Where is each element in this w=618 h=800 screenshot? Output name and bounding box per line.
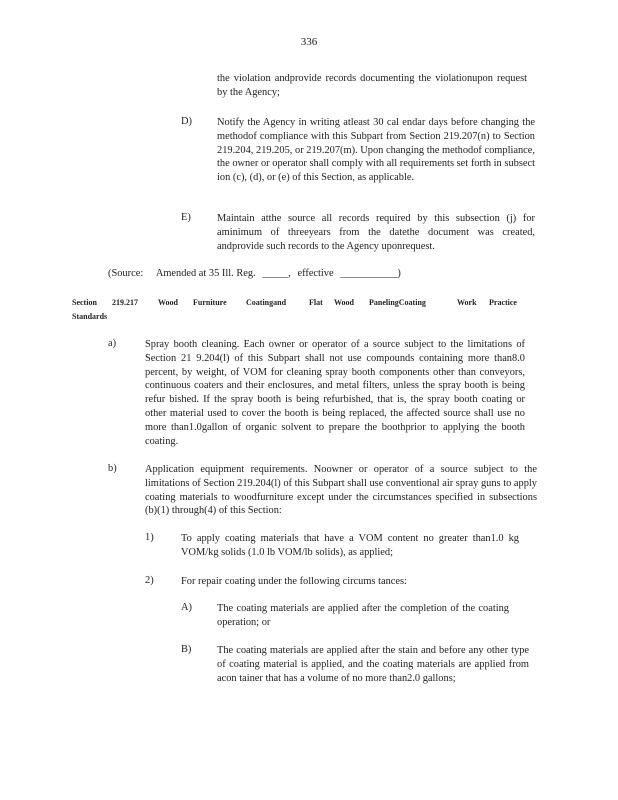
- source-close: ): [397, 268, 401, 279]
- source-note: [108, 268, 401, 279]
- heading-word-work: Work: [457, 298, 477, 307]
- item-E-label: E): [181, 212, 191, 223]
- item-2A-text: The coating materials are applied after the completion of the coating operation; or: [217, 603, 509, 628]
- item-b-text: Application equipment requirements. Noowner or operator of a source subject to the limitations of Section 219.204(l) of this Subpart shall use conventional air spray guns to apply coating materials to woodfurniture except under the circumstances specified in subsections (b)(1) through(4) of this Section:: [145, 464, 537, 517]
- item-D-text: Notify the Agency in writing atleast 30 cal endar days before changing the methodof compliance with this Subpart from Section 219.207(n) to Section 219.204, 219.205, or 219.207(m). Upon changing the methodof compliance, the owner or operator shall comply with all requirements set forth in subsect ion (c), (d), or (e) of this Section, as applicable.: [217, 117, 535, 184]
- heading-word-coatingand: Coatingand: [246, 298, 287, 307]
- source-prefix: (Source:: [108, 268, 144, 279]
- heading-word-furniture: Furniture: [193, 298, 227, 307]
- heading-word-practice: Practice: [489, 298, 517, 307]
- source-blank-effective: ___________: [340, 268, 398, 279]
- heading-word-section: Section: [72, 298, 97, 307]
- item-1-label: 1): [145, 532, 154, 543]
- source-effective: effective: [297, 268, 334, 279]
- item-2B-text: The coating materials are applied after the stain and before any other type of coating material is applied, and the coating materials are applied from acon tainer that has a volume of no more than2.0 gallons;: [217, 645, 529, 684]
- item-1-text: To apply coating materials that have a VOM content no greater than1.0 kg VOM/kg solids (1.0 lb VOM/lb solids), as applied;: [181, 533, 519, 558]
- item-2B-label: B): [181, 644, 192, 655]
- item-E-text: Maintain atthe source all records required by this subsection (j) for aminimum of threeyears from the datethe document was created, andprovide such records to the Agency uponrequest.: [217, 213, 535, 252]
- item-a-text: Spray booth cleaning. Each owner or operator of a source subject to the limitations of Section 21 9.204(l) of this Subpart shall not use compounds containing more than8.0 percent, by weight, of VOM for cleaning spray booth components other than conveyors, continuous coaters and their enclosures, and metal filters, unless the spray booth is being refur bished. If the spray booth is being refurbished, that is, the spray booth coating or other material used to cover the booth is being replaced, the affected source shall use no more than1.0gallon of organic solvent to prepare the boothprior to applying the booth coating.: [145, 339, 525, 447]
- heading-section-number: 219.217: [112, 298, 138, 307]
- continued-text: the violation andprovide records documenting the violationupon request by the Agency;: [217, 73, 527, 98]
- heading-word-wood: Wood: [158, 298, 179, 307]
- source-amended: Amended at 35 Ill. Reg.: [155, 268, 256, 279]
- item-2-label: 2): [145, 575, 154, 586]
- page-number: 336: [300, 36, 318, 48]
- source-blank-reg: _____: [262, 268, 289, 279]
- heading-word-standards: Standards: [72, 312, 108, 321]
- heading-word-wood-2: Wood: [334, 298, 355, 307]
- heading-word-flat: Flat: [309, 298, 323, 307]
- item-b-label: b): [108, 463, 117, 474]
- item-a-label: a): [108, 338, 117, 349]
- item-2-text: For repair coating under the following circums tances:: [181, 576, 407, 587]
- item-2A-label: A): [181, 602, 192, 613]
- heading-word-panelingcoating: PanelingCoating: [369, 298, 426, 307]
- item-D-label: D): [181, 116, 192, 127]
- source-comma: ,: [288, 268, 291, 279]
